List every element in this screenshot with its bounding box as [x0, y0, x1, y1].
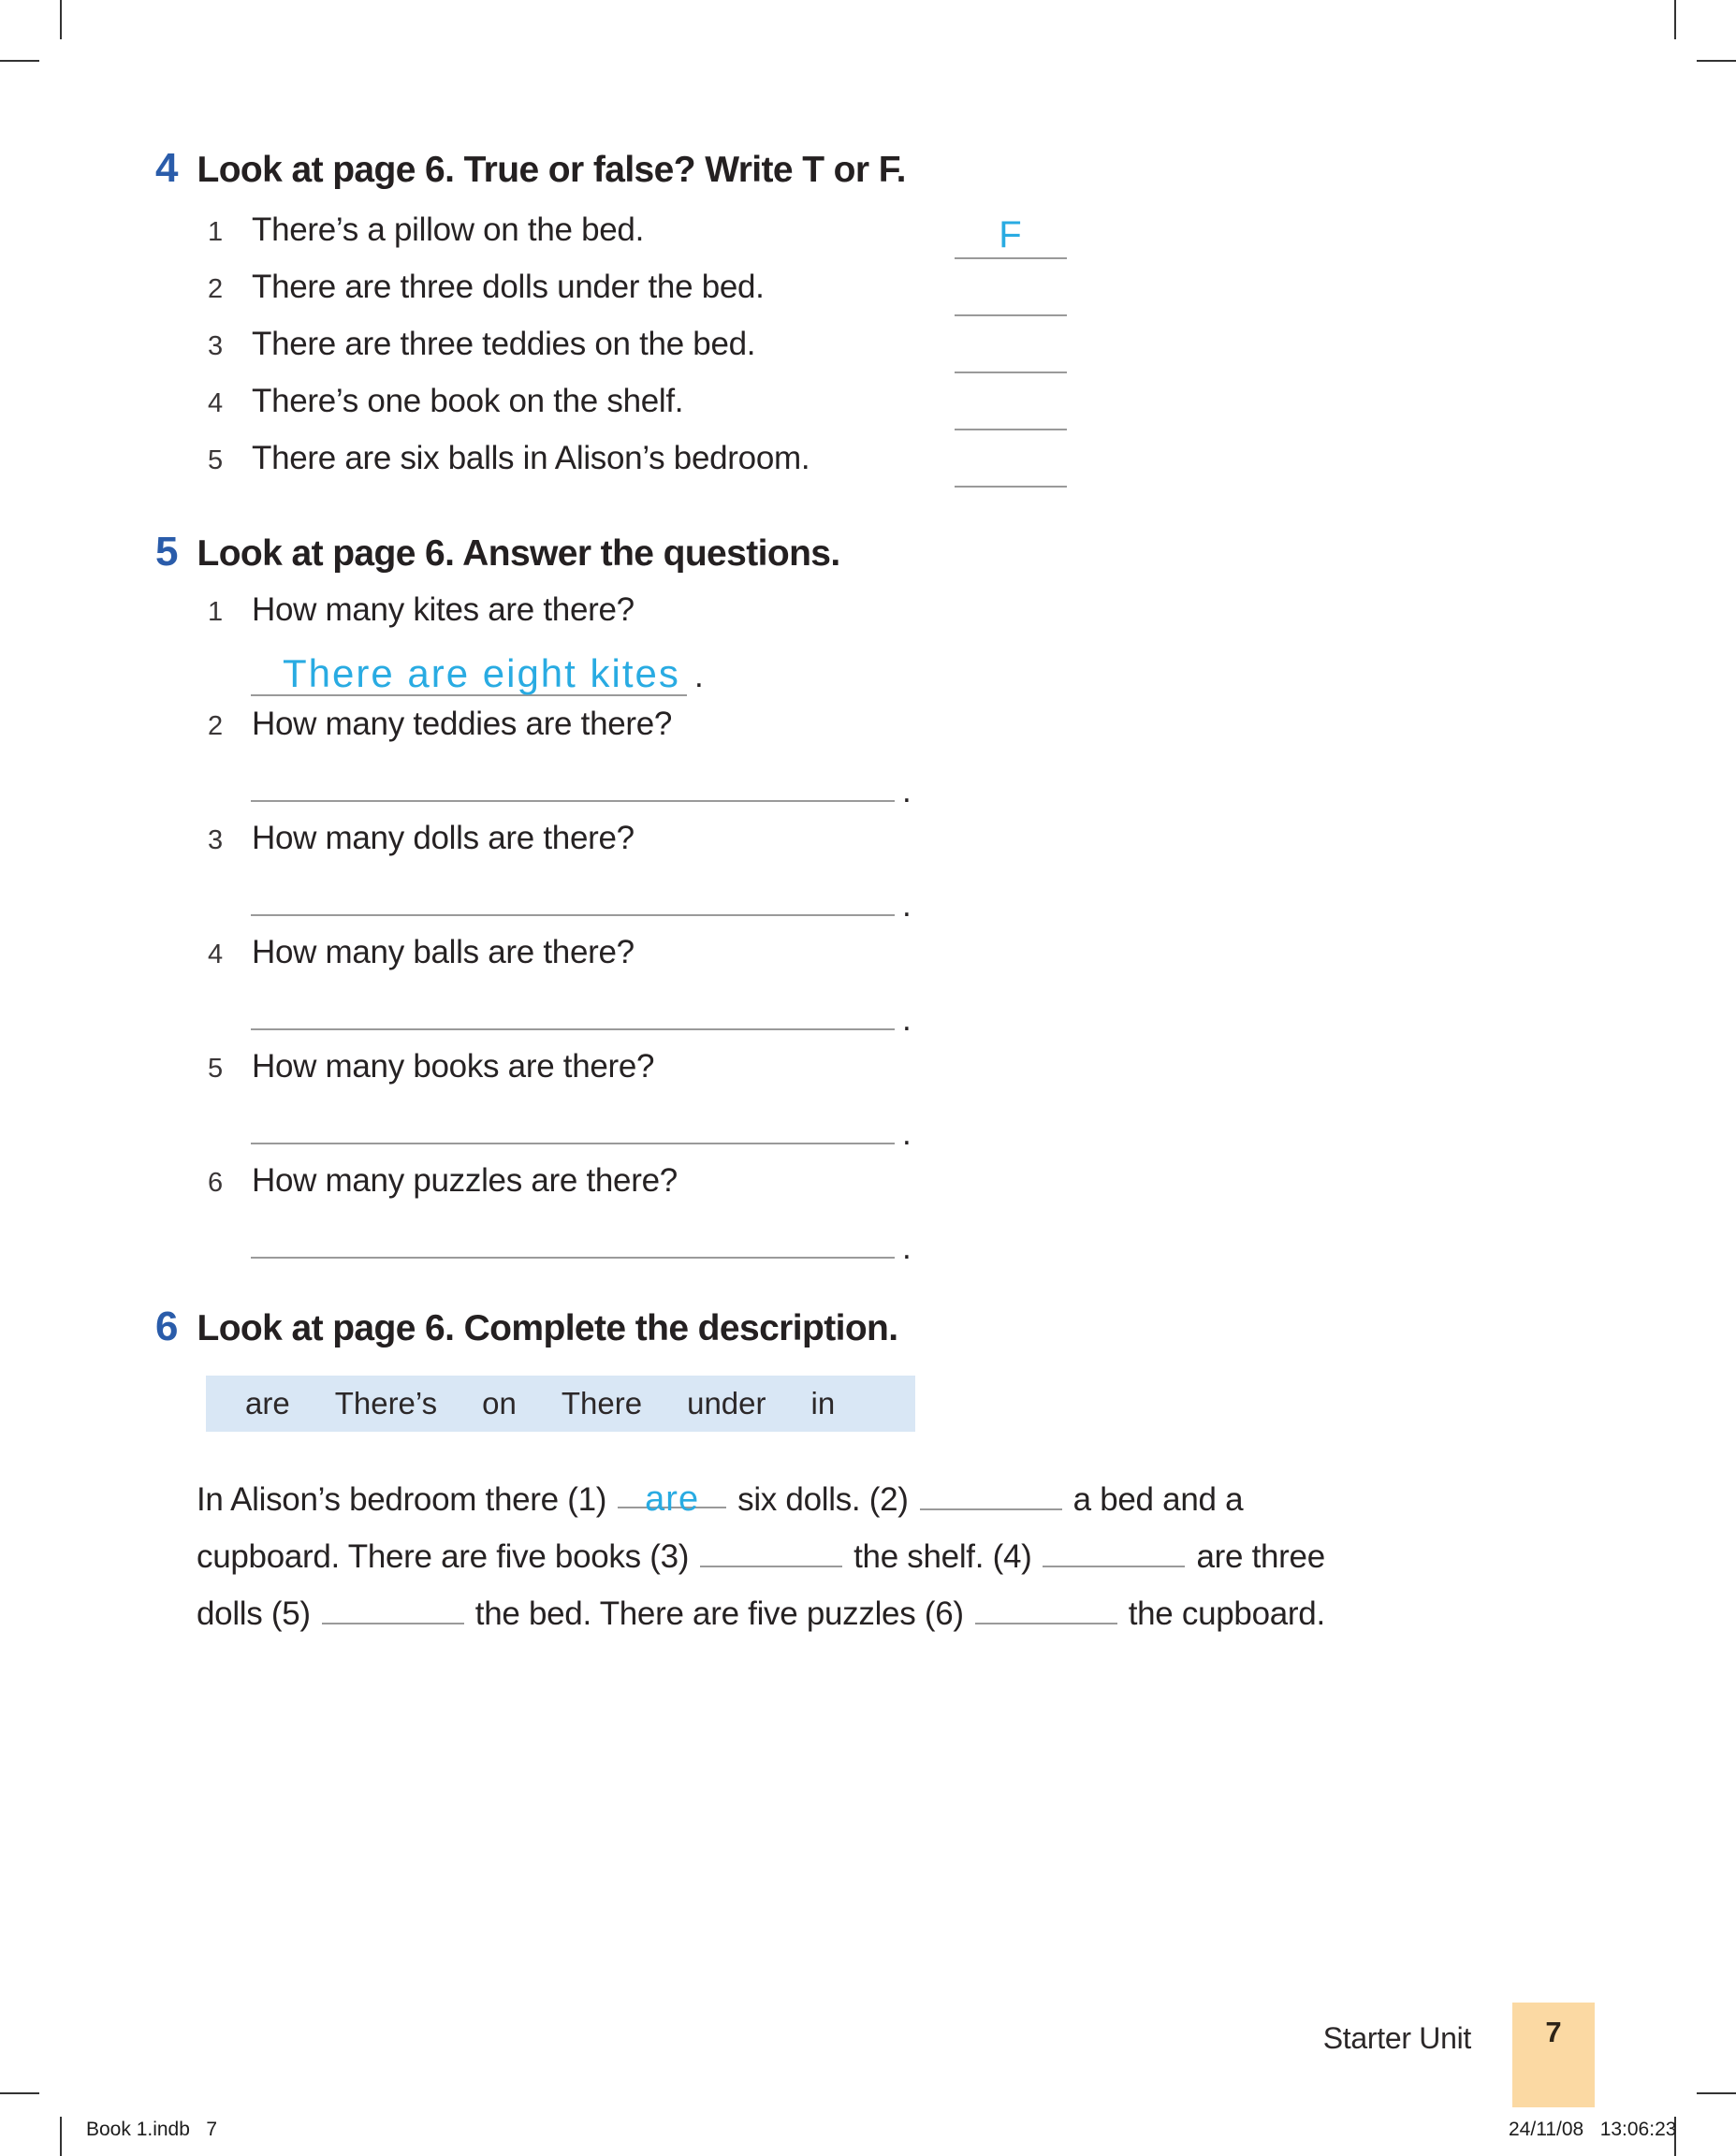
true-false-list [208, 211, 1067, 497]
question-item [208, 1162, 1204, 1276]
fill-blank-3[interactable] [700, 1530, 842, 1567]
word-bank-word: are [245, 1386, 290, 1420]
text-segment: cupboard. There are five books (3) [197, 1538, 690, 1575]
item-text: There’s a pillow on the bed. [252, 211, 645, 248]
item-number: 5 [208, 445, 224, 475]
text-segment: the cupboard. [1128, 1595, 1325, 1632]
crop-mark-bottom-right-h [1697, 2092, 1736, 2094]
exercise-5-answer-questions [155, 530, 1204, 1276]
exercise-5-heading [155, 530, 1204, 576]
question-text: How many balls are there? [252, 934, 635, 970]
word-bank-word: under [687, 1386, 766, 1420]
answer-zone [251, 982, 912, 1039]
description-paragraph [197, 1471, 1535, 1642]
word-bank [206, 1376, 915, 1432]
question-text: How many teddies are there? [252, 706, 673, 742]
item-text: There’s one book on the shelf. [252, 383, 684, 419]
answer-zone [251, 753, 912, 810]
item-number: 4 [208, 388, 224, 418]
text-segment: a bed and a [1072, 1481, 1244, 1518]
description-line [197, 1528, 1535, 1585]
question-item [208, 591, 1204, 706]
question-text: How many dolls are there? [252, 820, 635, 856]
answer-blank[interactable] [955, 270, 1067, 316]
item-number: 4 [208, 940, 224, 969]
text-segment: dolls (5) [197, 1595, 311, 1632]
exercise-title: Look at page 6. True or false? Write T or F. [197, 150, 906, 190]
text-segment: the bed. There are five puzzles (6) [474, 1595, 964, 1632]
item-number: 1 [208, 217, 224, 247]
answer-period: . [902, 1230, 912, 1266]
answer-period: . [694, 658, 704, 694]
text-segment: the shelf. (4) [853, 1538, 1032, 1575]
page-number-box [1512, 2003, 1595, 2107]
question-item [208, 820, 1204, 934]
true-false-item [208, 440, 1067, 497]
print-timestamp: 24/11/08 13:06:23 [1509, 2119, 1677, 2140]
exercise-number: 6 [155, 1304, 179, 1349]
crop-mark-top-right-h [1697, 60, 1736, 62]
text-segment: are three [1196, 1538, 1325, 1575]
question-item [208, 934, 1204, 1048]
exercise-6-complete-description [155, 1304, 1540, 1642]
true-false-item [208, 211, 1067, 269]
item-number: 5 [208, 1054, 224, 1084]
answer-period: . [902, 1001, 912, 1038]
exercise-number: 4 [155, 145, 179, 191]
word-bank-word: in [810, 1386, 836, 1420]
fill-blank-1[interactable] [618, 1471, 726, 1519]
item-number: 3 [208, 331, 224, 361]
item-number: 1 [208, 597, 224, 627]
word-bank-word: on [482, 1386, 517, 1420]
fill-blank-6[interactable] [975, 1587, 1117, 1624]
question-item [208, 706, 1204, 820]
answer-zone [251, 648, 704, 696]
answer-line[interactable] [251, 867, 895, 916]
exercise-4-heading [155, 146, 1204, 193]
exercise-6-heading [155, 1304, 1540, 1351]
crop-mark-top-left-h [0, 60, 39, 62]
exercise-4-true-false [155, 146, 1204, 497]
fill-blank-4[interactable] [1043, 1530, 1185, 1567]
true-false-item [208, 383, 1067, 440]
exercise-title: Look at page 6. Complete the description. [197, 1308, 898, 1348]
answer-blank[interactable] [955, 212, 1067, 259]
fill-blank-5[interactable] [322, 1587, 464, 1624]
true-false-item [208, 326, 1067, 383]
word-bank-word: There’s [334, 1386, 438, 1420]
question-item [208, 1048, 1204, 1162]
answer-blank[interactable] [955, 384, 1067, 430]
page-number: 7 [1545, 2016, 1562, 2048]
item-text: There are three teddies on the bed. [252, 326, 756, 362]
answer-line[interactable] [251, 982, 895, 1030]
answer-line[interactable] [251, 648, 687, 696]
answer-zone [251, 867, 912, 925]
item-number: 6 [208, 1168, 224, 1198]
footer-section-label: Starter Unit [1322, 2021, 1471, 2055]
answer-line[interactable] [251, 1210, 895, 1259]
answer-zone [251, 1210, 912, 1267]
answer-period: . [902, 1115, 912, 1152]
word-bank-word: There [561, 1386, 643, 1420]
question-text: How many kites are there? [252, 591, 635, 628]
answer-zone [251, 1096, 912, 1153]
answer-period: . [902, 887, 912, 924]
item-text: There are three dolls under the bed. [252, 269, 765, 305]
exercise-number: 5 [155, 529, 179, 575]
text-segment: six dolls. (2) [737, 1481, 909, 1518]
exercise-title: Look at page 6. Answer the questions. [197, 533, 840, 574]
item-number: 2 [208, 711, 224, 741]
question-list [208, 591, 1204, 1276]
print-filename: Book 1.indb 7 [86, 2119, 218, 2140]
crop-mark-bottom-left-h [0, 2092, 39, 2094]
description-line [197, 1471, 1535, 1528]
crop-mark-top-left-v [60, 0, 62, 39]
question-text: How many books are there? [252, 1048, 655, 1085]
fill-blank-2[interactable] [920, 1473, 1062, 1510]
text-segment: In Alison’s bedroom there (1) [197, 1481, 607, 1518]
crop-mark-bottom-left-v [60, 2117, 62, 2156]
item-text: There are six balls in Alison’s bedroom. [252, 440, 810, 476]
answer-blank[interactable] [955, 441, 1067, 488]
handwritten-answer: are [645, 1479, 700, 1519]
description-line [197, 1585, 1535, 1642]
answer-line[interactable] [251, 1096, 895, 1144]
item-number: 2 [208, 274, 224, 304]
answer-line[interactable] [251, 753, 895, 802]
answer-period: . [902, 773, 912, 809]
true-false-item [208, 269, 1067, 326]
handwritten-answer: F [999, 214, 1023, 255]
crop-mark-top-right-v [1674, 0, 1676, 39]
item-number: 3 [208, 825, 224, 855]
handwritten-answer: There are eight kites [283, 651, 680, 695]
question-text: How many puzzles are there? [252, 1162, 678, 1199]
answer-blank[interactable] [955, 327, 1067, 373]
